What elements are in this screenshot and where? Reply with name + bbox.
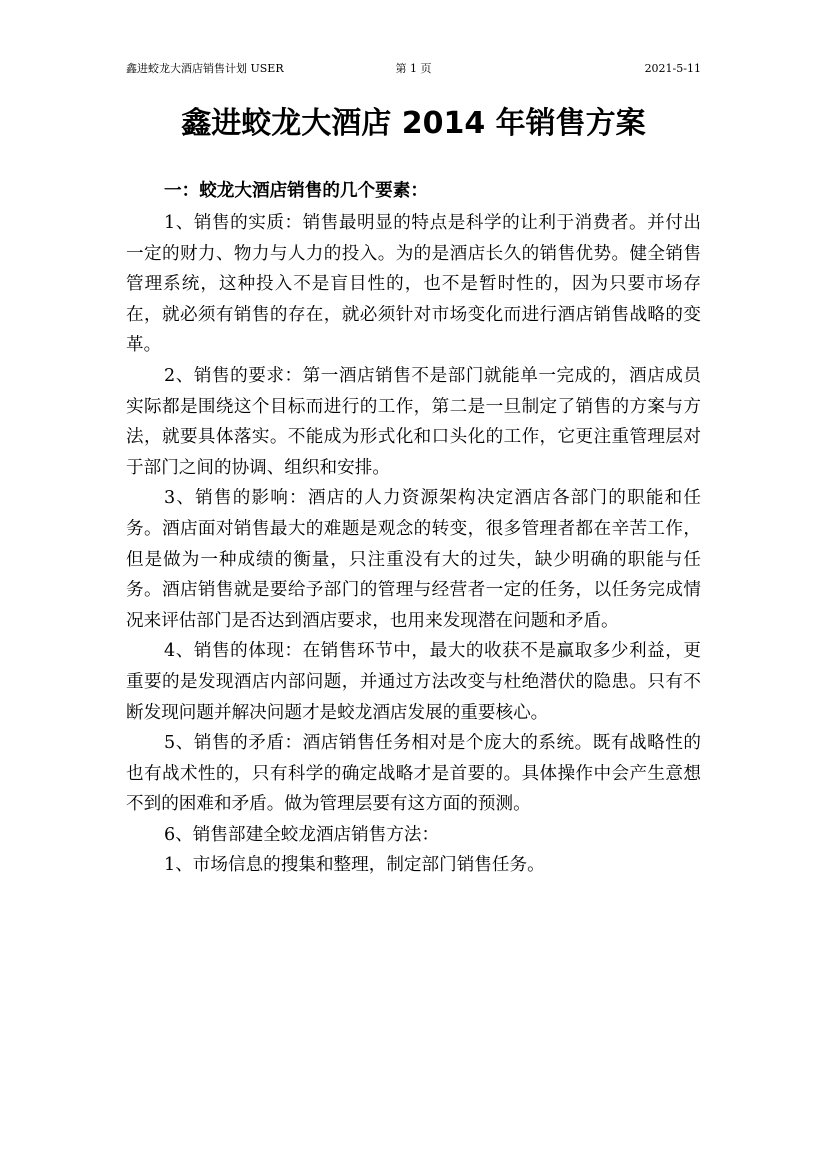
document-title: 鑫进蛟龙大酒店 2014 年销售方案 bbox=[181, 106, 646, 141]
paragraph-sales-manifestation: 4、销售的体现：在销售环节中，最大的收获不是赢取多少利益，更重要的是发现酒店内部问题，并通过方法改变与杜绝潜伏的隐患。只有不断发现问题并解决问题才是蛟龙酒店发展的重要核心。 bbox=[126, 641, 701, 723]
paragraph-sales-methods: 6、销售部建全蛟龙酒店销售方法： bbox=[164, 824, 440, 845]
document-body bbox=[126, 175, 701, 881]
paragraph-sales-requirements: 2、销售的要求：第一酒店销售不是部门就能单一完成的，酒店成员实际都是围绕这个目标而进行的工作，第二是一旦制定了销售的方案与方法，就要具体落实。不能成为形式化和口头化的工作，它更注重管理层对于部门之间的协调、组织和安排。 bbox=[126, 365, 701, 478]
paragraph-market-info: 1、市场信息的搜集和整理，制定部门销售任务。 bbox=[164, 855, 545, 876]
paragraph-sales-essence: 1、销售的实质：销售最明显的特点是科学的让利于消费者。并付出一定的财力、物力与人力的投入。为的是酒店长久的销售优势。健全销售管理系统，这种投入不是盲目性的，也不是暂时性的，因为只要市场存在，就必须有销售的存在，就必须针对市场变化而进行酒店销售战略的变革。 bbox=[126, 213, 701, 356]
section-heading: 一：蛟龙大酒店销售的几个要素： bbox=[164, 181, 428, 201]
header-date: 2021-5-11 bbox=[644, 62, 701, 75]
header-document-name: 鑫进蛟龙大酒店销售计划 USER bbox=[126, 62, 284, 75]
header-page-number: 第 1 页 bbox=[395, 62, 432, 75]
paragraph-sales-impact: 3、销售的影响：酒店的人力资源架构决定酒店各部门的职能和任务。酒店面对销售最大的难题是观念的转变，很多管理者都在辛苦工作，但是做为一种成绩的衡量，只注重没有大的过失，缺少明确的职能与任务。酒店销售就是要给予部门的管理与经营者一定的任务，以任务完成情况来评估部门是否达到酒店要求，也用来发现潜在问题和矛盾。 bbox=[126, 488, 701, 631]
paragraph-sales-contradictions: 5、销售的矛盾：酒店销售任务相对是个庞大的系统。既有战略性的也有战术性的，只有科学的确定战略才是首要的。具体操作中会产生意想不到的困难和矛盾。做为管理层要有这方面的预测。 bbox=[126, 733, 701, 815]
page-header bbox=[126, 61, 701, 77]
